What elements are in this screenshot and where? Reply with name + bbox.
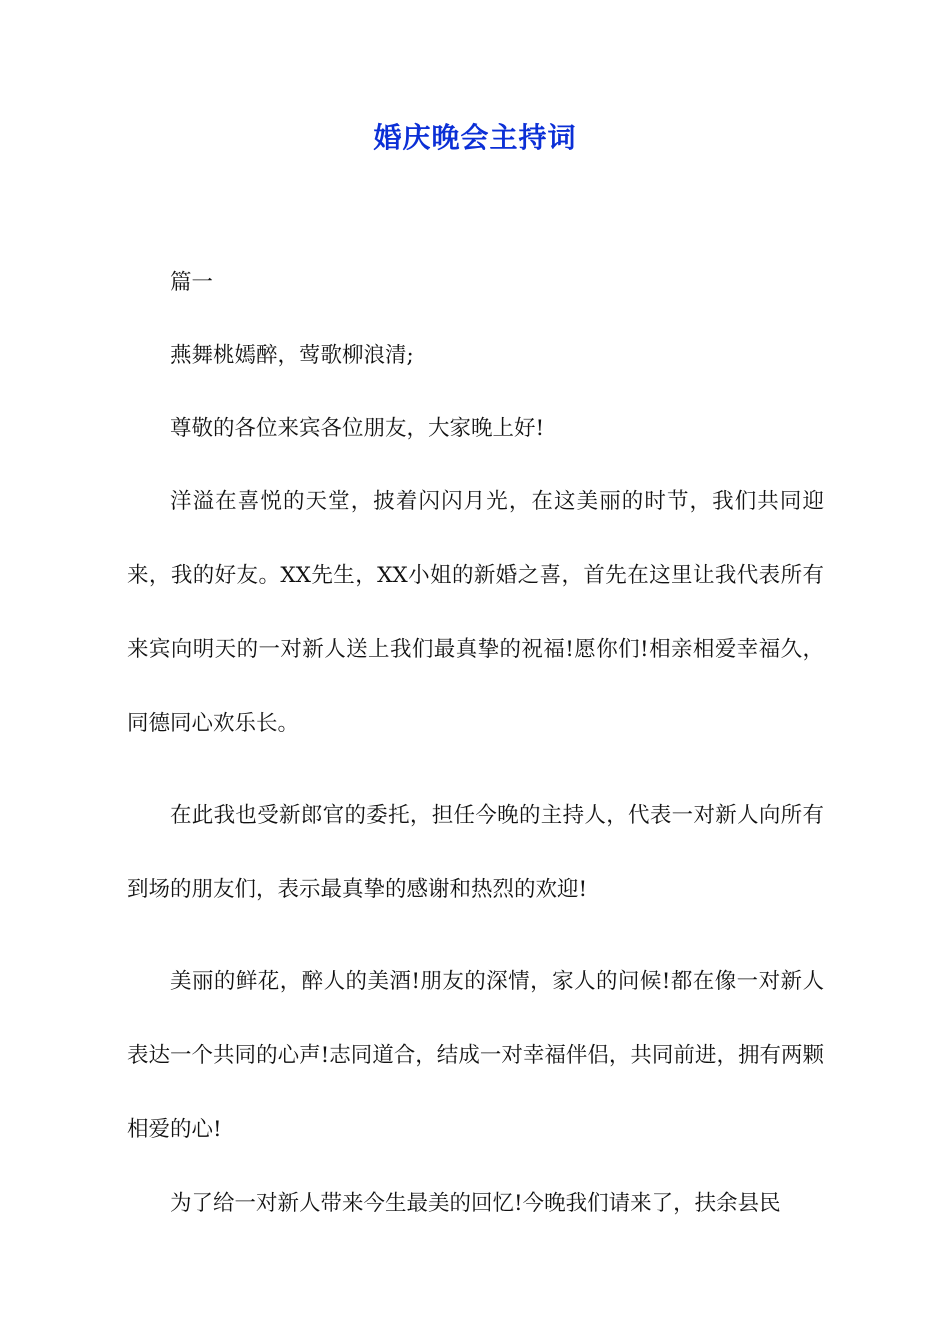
paragraph: 尊敬的各位来宾各位朋友，大家晚上好! (170, 416, 545, 441)
document-body (127, 264, 824, 1258)
paragraph-text: 在此我也受新郎官的委托，担任今晚的主持人，代表一对新人向所有到场的朋友们，表示最真挚的感谢和热烈的欢迎! (127, 803, 824, 902)
paragraph-heading: 篇一 (170, 270, 214, 295)
paragraph (127, 465, 824, 761)
document-title: 婚庆晚会主持词 (373, 121, 577, 154)
paragraph (127, 779, 824, 927)
paragraph-text: 洋溢在喜悦的天堂，披着闪闪月光，在这美丽的时节，我们共同迎来，我的好友。XX先生，XX小姐的新婚之喜，首先在这里让我代表所有来宾向明天的一对新人送上我们最真挚的祝福!愿你们!相亲相爱幸福久，同德同心欢乐长。 (127, 489, 824, 736)
paragraph-text: 美丽的鲜花，醉人的美酒!朋友的深情，家人的问候!都在像一对新人表达一个共同的心声!志同道合，结成一对幸福伴侣，共同前进，拥有两颗相爱的心! (127, 969, 824, 1142)
paragraph: 为了给一对新人带来今生最美的回忆!今晚我们请来了，扶余县民 (170, 1191, 781, 1216)
paragraph (127, 945, 824, 1167)
paragraph: 燕舞桃嫣醉，莺歌柳浪清; (170, 343, 414, 368)
